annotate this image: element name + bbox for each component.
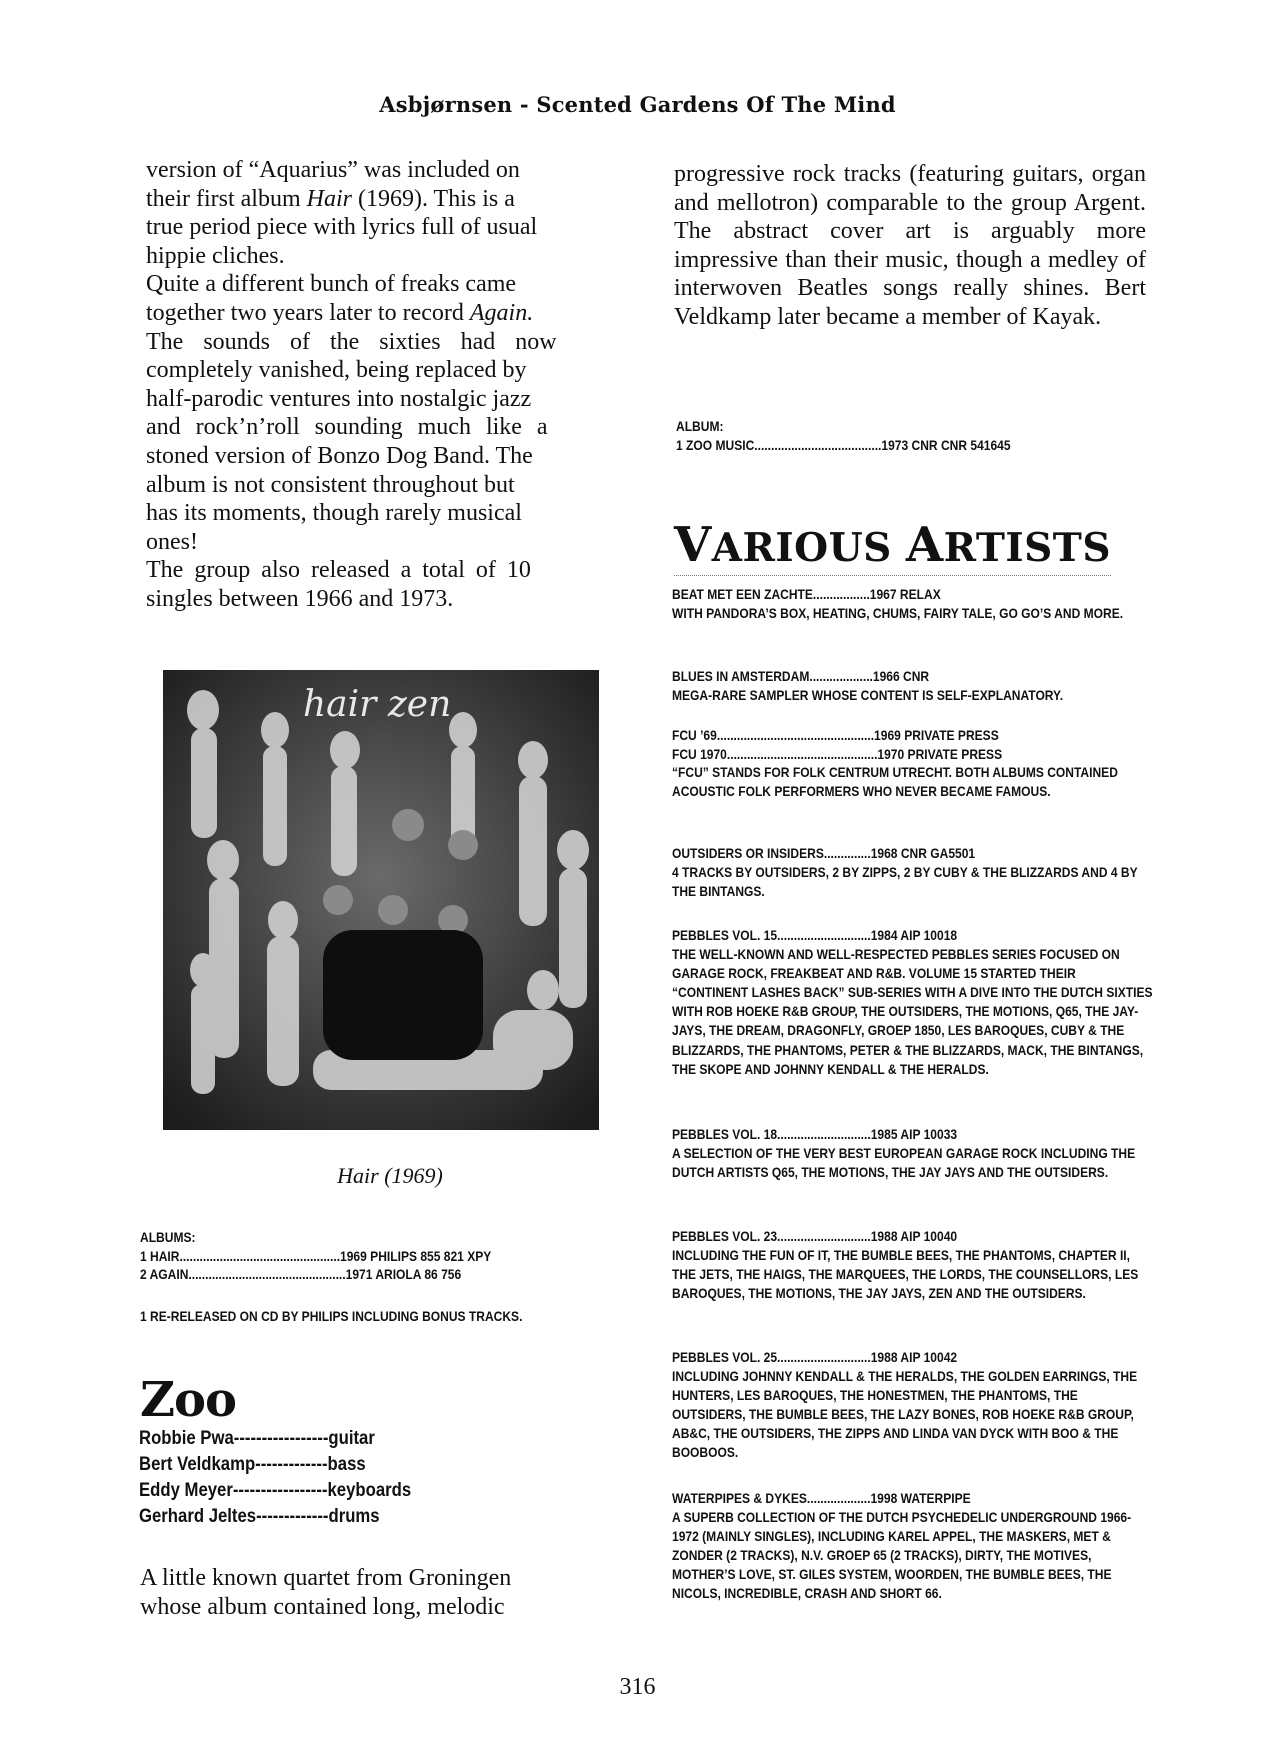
text-line: together two years later to record Again. <box>146 299 534 326</box>
zoo-heading: Zoo <box>140 1372 237 1428</box>
album-row: 2 AGAIN...............................................1971 ARIOLA 86 756 <box>140 1266 462 1282</box>
right-column-text <box>674 160 1146 332</box>
text-line: A little known quartet from Groningen <box>140 1565 512 1591</box>
compilation-entry: PEBBLES VOL. 18............................1985 AIP 10033 A SELECTION OF THE VERY BEST EUROPEAN GARAGE ROCK INCLUDING THE DUTCH ARTISTS Q65, THE MOTIONS, THE JAY JAYS AND THE OUTSIDERS. <box>672 1126 1136 1180</box>
member-row: Gerhard Jeltes-------------drums <box>139 1506 380 1527</box>
text-line: Quite a different bunch of freaks came <box>146 271 517 298</box>
albums-label: ALBUMS: <box>140 1229 196 1245</box>
hair-albums <box>140 1228 549 1284</box>
zoo-paragraph: progressive rock tracks (featuring guitars, organ and mellotron) comparable to the group Argent. The abstract cover art is arguably more impressive than their music, though a medley of interwoven Beatles songs really shines. Bert Veldkamp later became a member of Kayak. <box>674 161 1146 330</box>
cover-title: hair zen <box>303 684 452 725</box>
album-row: 1 ZOO MUSIC......................................1973 CNR CNR 541645 <box>676 436 1011 453</box>
compilation-entry: BLUES IN AMSTERDAM...................1966 CNR MEGA-RARE SAMPLER WHOSE CONTENT IS SELF-EXPLANATORY. <box>672 668 1064 703</box>
various-artists-heading: VARIOUS ARTISTS <box>674 517 1111 576</box>
member-row: Robbie Pwa-----------------guitar <box>139 1428 375 1449</box>
text-line: version of “Aquarius” was included on <box>146 157 520 183</box>
zoo-members <box>139 1426 411 1530</box>
zoo-album <box>676 417 1065 454</box>
compilation-entry: OUTSIDERS OR INSIDERS..............1968 CNR GA5501 4 TRACKS BY OUTSIDERS, 2 BY ZIPPS, 2 BY CUBY & THE BLIZZARDS AND 4 BY THE BINTANGS. <box>672 845 1138 899</box>
text-line: completely vanished, being replaced by <box>146 357 527 384</box>
album-row: 1 HAIR................................................1969 PHILIPS 855 821 XPY <box>140 1247 492 1264</box>
text-line: and rock’n’roll sounding much like a <box>146 414 548 441</box>
compilation-entry: PEBBLES VOL. 15............................1984 AIP 10018 THE WELL-KNOWN AND WELL-RESPECTED PEBBLES SERIES FOCUSED ON GARAGE ROCK, FREAKBEAT AND R&B. VOLUME 15 STARTED THEIR “CONTINENT LASHES BACK” SUB-SERIES WITH A DIVE INTO THE DUTCH SIXTIES WITH ROB HOEKE R&B GROUP, THE OUTSIDERS, THE MOTIONS, Q65, THE JAY-JAYS, THE DREAM, DRAGONFLY, GROEP 1850, LES BAROQUES, CUBY & THE BLIZZARDS, THE PHANTOMS, PETER & THE BLIZZARDS, MACK, THE BINTANGS, THE SKOPE AND JOHNNY KENDALL & THE HERALDS. <box>672 927 1153 1077</box>
compilation-entry: PEBBLES VOL. 23............................1988 AIP 10040 INCLUDING THE FUN OF IT, THE BUMBLE BEES, THE PHANTOMS, CHAPTER II, THE JETS, THE HAIGS, THE MARQUEES, THE LORDS, THE COUNSELLORS, LES BAROQUES, THE MOTIONS, THE JAY JAYS, ZEN AND THE OUTSIDERS. <box>672 1228 1139 1301</box>
footnote: 1 RE-RELEASED ON CD BY PHILIPS INCLUDING BONUS TRACKS. <box>140 1308 523 1324</box>
member-row: Eddy Meyer-----------------keyboards <box>139 1480 412 1501</box>
left-column-text <box>146 156 634 614</box>
member-row: Bert Veldkamp-------------bass <box>139 1454 366 1475</box>
text-line: hippie cliches. <box>146 242 285 269</box>
album-cover-photo <box>163 670 599 1130</box>
text-line: true period piece with lyrics full of usual <box>146 214 538 241</box>
compilation-entry: WATERPIPES & DYKES...................1998 WATERPIPE A SUPERB COLLECTION OF THE DUTCH PSYCHEDELIC UNDERGROUND 1966-1972 (MAINLY SINGLES), INCLUDING KAREL APPEL, THE MASKERS, MET & ZONDER (2 TRACKS), N.V. GROEP 65 (2 TRACKS), DIRTY, THE MOTIVES, MOTHER’S LOVE, ST. GILES SYSTEM, WOORDEN, THE BUMBLE BEES, THE NICOLS, INCREDIBLE, CRASH AND SHORT 66. <box>672 1490 1132 1602</box>
text-line: whose album contained long, melodic <box>140 1594 505 1620</box>
album-label: ALBUM: <box>676 418 724 434</box>
text-line: The group also released a total of 10 <box>146 557 531 584</box>
text-line: half-parodic ventures into nostalgic jazz <box>146 385 532 412</box>
text-line: has its moments, though rarely musical <box>146 500 522 527</box>
compilation-entry: BEAT MET EEN ZACHTE.................1967 RELAX WITH PANDORA’S BOX, HEATING, CHUMS, FAIRY TALE, GO GO’S AND MORE. <box>672 586 1124 621</box>
text-line: album is not consistent throughout but <box>146 471 515 498</box>
text-line: stoned version of Bonzo Dog Band. The <box>146 442 533 469</box>
zoo-intro <box>140 1564 628 1622</box>
page-number: 316 <box>619 1674 656 1700</box>
text-line: ones! <box>146 528 198 555</box>
text-line: singles between 1966 and 1973. <box>146 585 454 612</box>
compilation-entry: FCU ’69...............................................1969 PRIVATE PRESS FCU 1970.............................................1970 PRIVATE PRESS “FCU” STANDS FOR FOLK CENTRUM UTRECHT. BOTH ALBUMS CONTAINED ACOUSTIC FOLK PERFORMERS WHO NEVER BECAME FAMOUS. <box>672 727 1118 800</box>
photo-caption: Hair (1969) <box>337 1163 443 1188</box>
text-line: their first album Hair (1969). This is a <box>146 185 515 212</box>
running-head: Asbjørnsen - Scented Gardens Of The Mind <box>379 92 896 117</box>
compilation-entry: PEBBLES VOL. 25............................1988 AIP 10042 INCLUDING JOHNNY KENDALL & THE HERALDS, THE GOLDEN EARRINGS, THE HUNTERS, LES BAROQUES, THE HONESTMEN, THE PHANTOMS, THE OUTSIDERS, THE BUMBLE BEES, THE LAZY BONES, ROB HOEKE R&B GROUP, AB&C, THE OUTSIDERS, THE ZIPPS AND LINDA VAN DYCK WITH BOO & THE BOOBOOS. <box>672 1349 1138 1461</box>
text-line: The sounds of the sixties had now <box>146 328 557 355</box>
